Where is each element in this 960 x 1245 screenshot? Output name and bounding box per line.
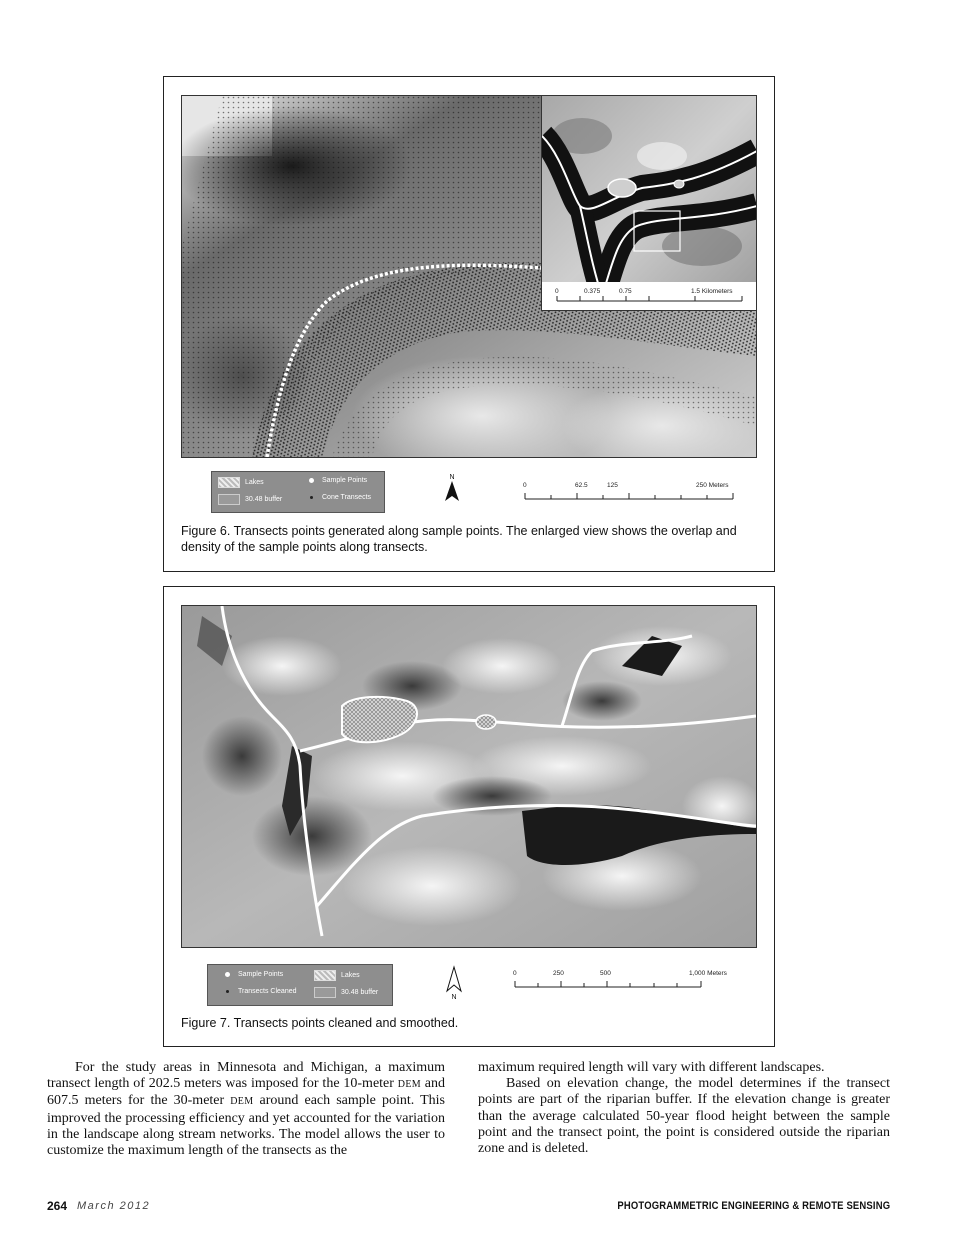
north-arrow-icon — [444, 481, 460, 503]
sample-point-symbol — [309, 478, 314, 483]
scale-label-0: 0 — [523, 482, 527, 489]
legend-buffer-label: 30.48 buffer — [341, 989, 379, 996]
north-arrow-icon — [446, 965, 462, 995]
north-label: N — [449, 474, 455, 481]
cleaned-transects-map — [182, 606, 756, 947]
paragraph-elevation-change: Based on elevation change, the model determines if the transect points are part of the riparian buffer. If the elevation change is greater than the average calculated 50-year flood height between the sample point and the transect point, the point is considered outside the riparian zone and is deleted. — [478, 1076, 890, 1157]
north-label: N — [451, 994, 457, 1001]
inset-scale-label-2: 0.75 — [619, 288, 632, 295]
figure-6 — [163, 76, 775, 572]
figure-7-legend — [207, 964, 393, 1006]
scale-label-0: 0 — [513, 970, 517, 977]
scale-label-3: 1,000 Meters — [689, 970, 727, 977]
lake-small — [476, 715, 496, 729]
dem-abbrev: DEM — [230, 1096, 254, 1108]
figure-6-caption: Figure 6. Transects points generated along sample points. The enlarged view shows the overlap and density of the sample points along transects. — [181, 524, 737, 554]
legend-transects-cleaned-label: Transects Cleaned — [238, 988, 297, 995]
buffer-swatch — [314, 987, 336, 998]
inset-map — [541, 96, 757, 311]
figure-7-caption: Figure 7. Transects points cleaned and smoothed. — [181, 1016, 459, 1030]
sample-point-symbol — [225, 972, 230, 977]
lakes-swatch — [314, 970, 336, 981]
paragraph-text-c: around each sample point. This improved the processing efficiency and yet accounted for the variation in the landscape along stream networks. The model allows the user to customize the maximum length of the transects as the — [47, 1093, 445, 1159]
figure-6-legend — [211, 471, 385, 513]
scale-label-1: 250 — [553, 970, 564, 977]
scale-label-3: 250 Meters — [696, 482, 729, 489]
paragraph-text-a: For the study areas in Minnesota and Michigan, a maximum transect length of 202.5 meters was imposed for the 10-meter — [47, 1060, 445, 1092]
scale-label-2: 125 — [607, 482, 618, 489]
paragraph-transect-length — [47, 1060, 445, 1159]
page-footer — [47, 1199, 890, 1215]
legend-lakes-label: Lakes — [245, 479, 264, 486]
issue-date: March 2012 — [77, 1200, 151, 1212]
scale-bar-ticks — [521, 491, 751, 505]
page-number: 264 — [47, 1199, 68, 1213]
figure-6-map — [181, 95, 757, 458]
transect-cleaned-symbol — [226, 990, 229, 993]
figure-7-scale-bar — [511, 970, 751, 994]
buffer-swatch — [218, 494, 240, 505]
inset-scale-label-3: 1.5 Kilometers — [691, 288, 733, 295]
paragraph-continuation: maximum required length will vary with different landscapes. — [478, 1060, 825, 1075]
body-column-right — [478, 1060, 890, 1157]
cone-transect-symbol — [310, 496, 313, 499]
journal-title: PHOTOGRAMMETRIC ENGINEERING & REMOTE SENSING — [617, 1200, 890, 1212]
inset-scale-labels — [542, 288, 757, 298]
legend-sample-points-label: Sample Points — [322, 477, 368, 484]
figure-6-scale-bar — [521, 482, 751, 506]
legend-buffer-label: 30.48 buffer — [245, 496, 283, 503]
body-column-left — [47, 1060, 445, 1159]
figure-7-north-arrow — [446, 965, 462, 1001]
figure-7 — [163, 586, 775, 1047]
inset-scale-label-0: 0 — [555, 288, 559, 295]
paragraph-text-b: and 607.5 meters for the 30-meter — [47, 1076, 445, 1109]
legend-cone-transects-label: Cone Transects — [322, 494, 372, 501]
dem-abbrev: DEM — [397, 1079, 421, 1091]
inset-relief — [542, 96, 757, 310]
legend-lakes-label: Lakes — [341, 972, 360, 979]
figure-7-map — [181, 605, 757, 948]
scale-label-1: 62.5 — [575, 482, 588, 489]
inset-scale-label-1: 0.375 — [584, 288, 601, 295]
scale-bar-ticks — [511, 979, 751, 993]
legend-sample-points-label: Sample Points — [238, 971, 284, 978]
figure-6-north-arrow — [444, 474, 460, 505]
lakes-swatch — [218, 477, 240, 488]
scale-label-2: 500 — [600, 970, 611, 977]
